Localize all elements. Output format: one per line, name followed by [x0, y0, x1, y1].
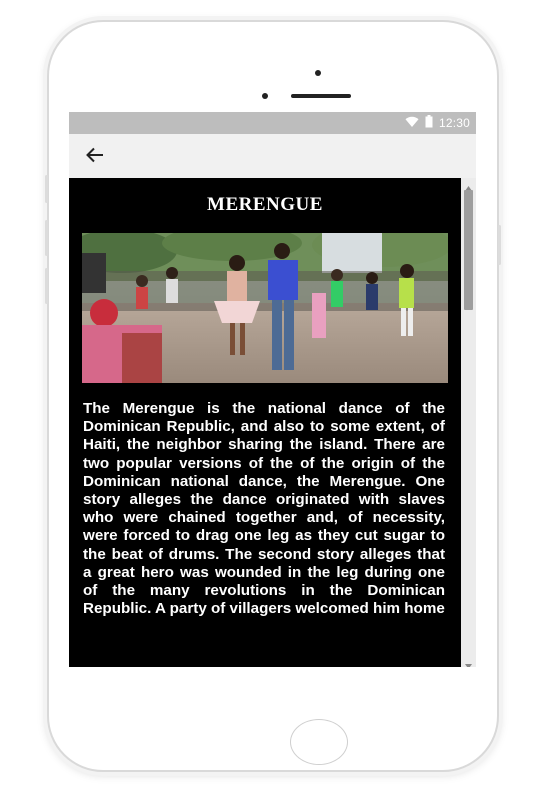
- status-bar: [69, 112, 476, 134]
- battery-icon: [425, 115, 433, 131]
- scroll-thumb[interactable]: [464, 190, 473, 310]
- phone-screen: [69, 112, 476, 667]
- home-button[interactable]: [290, 719, 348, 765]
- earpiece-speaker: [291, 94, 351, 98]
- side-button: [45, 175, 48, 203]
- arrow-left-icon: [85, 152, 105, 169]
- scrollbar[interactable]: [461, 178, 476, 667]
- dancers-photo: [82, 233, 448, 383]
- power-button: [498, 225, 501, 265]
- article-content[interactable]: [69, 178, 461, 667]
- volume-up-button: [45, 220, 48, 256]
- scroll-up-icon[interactable]: [464, 180, 473, 188]
- proximity-sensor: [262, 93, 268, 99]
- volume-down-button: [45, 268, 48, 304]
- back-button[interactable]: [85, 145, 109, 167]
- article-body: The Merengue is the national dance of the Dominican Republic, and also to some extent, of Haiti, the neighbor sharing the island. There are two popular versions of the of the origin of the Dominican national dance, the Merengue. One story alleges the dance originated with slaves who were chained together and, of necessity, were forced to drag one leg as they cut sugar to the beat of drums. The second story alleges that a great hero was wounded in the leg during one of the many revolutions in the Dominican Republic. A party of villagers welcomed him home: [83, 400, 445, 618]
- front-camera: [315, 70, 321, 76]
- scroll-down-icon[interactable]: [464, 657, 473, 665]
- wifi-icon: [405, 116, 419, 131]
- status-time: 12:30: [438, 116, 470, 130]
- page-title: MERENGUE: [207, 194, 323, 215]
- app-bar: [69, 134, 476, 178]
